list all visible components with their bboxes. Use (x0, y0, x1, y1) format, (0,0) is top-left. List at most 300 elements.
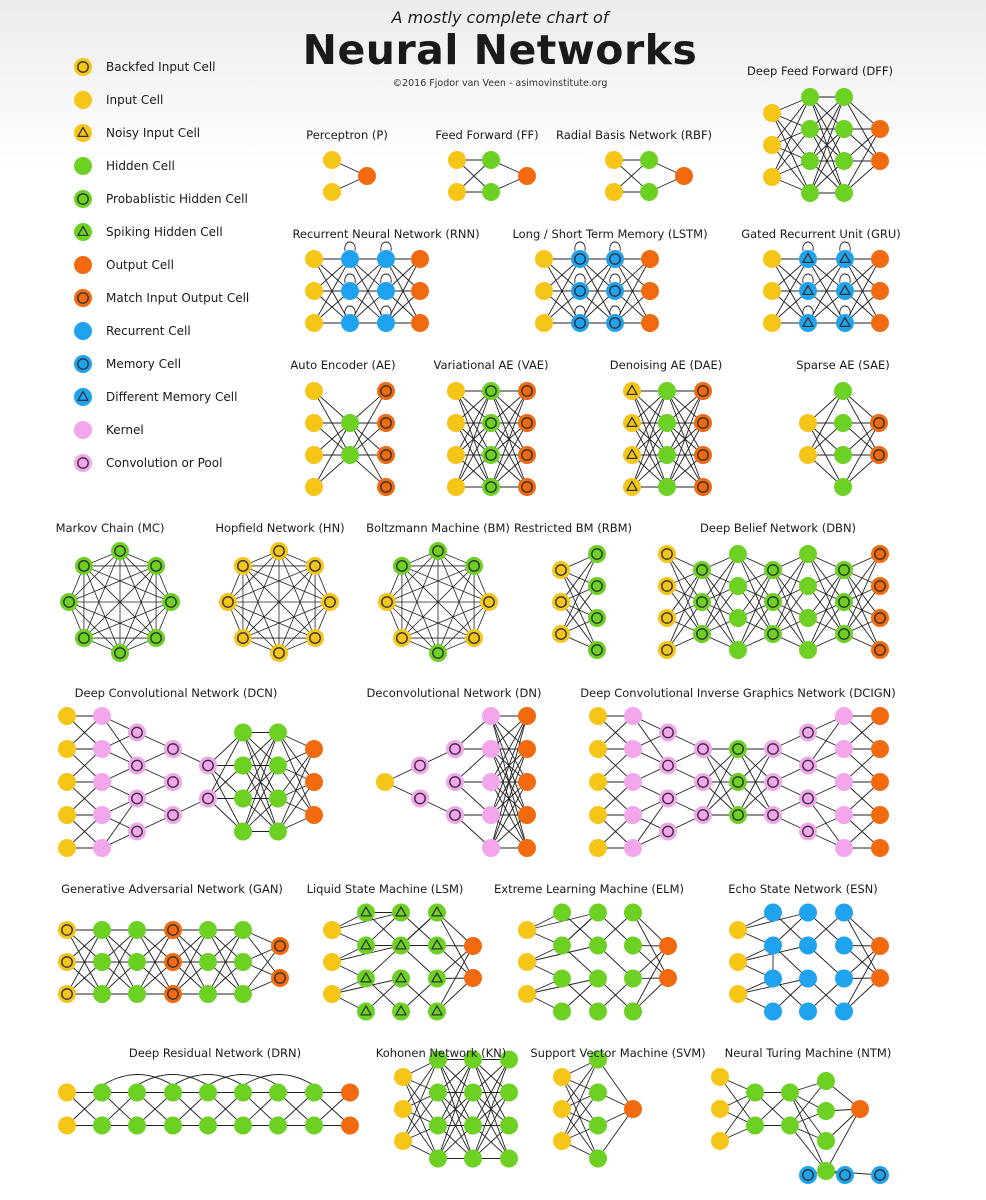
kernel-cell (93, 806, 111, 824)
match-input-output-cell (871, 545, 889, 563)
legend-label: Match Input Output Cell (106, 290, 250, 305)
esn-network (729, 904, 889, 1021)
input-cell (323, 183, 341, 201)
hidden-cell (234, 953, 252, 971)
hidden-cell (817, 1162, 835, 1180)
hidden-cell (464, 1117, 482, 1135)
probabilistic-hidden-cell (482, 478, 500, 496)
legend-label: Probablistic Hidden Cell (106, 191, 248, 206)
match-input-output-cell (377, 446, 395, 464)
lstm-connections (544, 242, 650, 323)
hidden-cell (341, 414, 359, 432)
kn-network (394, 1051, 518, 1168)
hidden-cell (817, 1132, 835, 1150)
input-cell (553, 1068, 571, 1086)
input-cell (799, 446, 817, 464)
input-cell (305, 382, 323, 400)
network-title-p: Perceptron (P) (306, 128, 388, 142)
backfed-input-cell (552, 561, 570, 579)
output-cell (675, 167, 693, 185)
copyright-note: ©2016 Fjodor van Veen - asimovinstitute.org (392, 78, 608, 89)
network-title-dcn: Deep Convolutional Network (DCN) (74, 686, 278, 700)
vae-connections (456, 391, 527, 487)
input-cell (589, 707, 607, 725)
network-title-mc: Markov Chain (MC) (55, 521, 165, 535)
convolution-pool-cell (164, 806, 182, 824)
spiking-hidden-cell (428, 937, 446, 955)
hidden-cell (835, 88, 853, 106)
network-title-dcign: Deep Convolutional Inverse Graphics Network (DCIGN) (580, 686, 896, 700)
convolution-pool-cell (128, 790, 146, 808)
hidden-cell (93, 921, 111, 939)
different-memory-cell (836, 282, 854, 300)
match-input-output-cell (694, 414, 712, 432)
output-cell (871, 839, 889, 857)
hidden-cell (128, 953, 146, 971)
hidden-cell (589, 1084, 607, 1102)
hidden-cell (164, 1117, 182, 1135)
convolution-pool-cell (694, 773, 712, 791)
different-memory-cell (836, 314, 854, 332)
hidden-cell (464, 1150, 482, 1168)
ff-network (448, 151, 536, 201)
backfed-input-cell (658, 641, 676, 659)
noisy-input-cell (623, 382, 641, 400)
hidden-cell (199, 985, 217, 1003)
probabilistic-hidden-cell (764, 625, 782, 643)
rbm-network (552, 545, 606, 659)
convolution-pool-cell (199, 757, 217, 775)
convolution-pool-cell (446, 806, 464, 824)
recurrent-cell (835, 904, 853, 922)
hidden-cell (834, 382, 852, 400)
output-cell (341, 1084, 359, 1102)
input-cell (394, 1100, 412, 1118)
input-cell (58, 740, 76, 758)
convolution-pool-cell (694, 740, 712, 758)
probabilistic-hidden-cell (764, 593, 782, 611)
noisy-input-cell (623, 478, 641, 496)
hidden-cell (234, 823, 252, 841)
spiking-hidden-cell (357, 937, 375, 955)
output-cell (871, 937, 889, 955)
hidden-cell (589, 1117, 607, 1135)
kernel-cell (624, 707, 642, 725)
lsm-network (323, 904, 482, 1021)
hidden-cell (128, 1117, 146, 1135)
bm-network (378, 542, 498, 662)
recurrent-cell (341, 250, 359, 268)
input-cell (763, 168, 781, 186)
chart-subtitle: A mostly complete chart of (391, 8, 609, 27)
recurrent-cell (799, 904, 817, 922)
hidden-cell (199, 953, 217, 971)
network-title-gru: Gated Recurrent Unit (GRU) (741, 227, 901, 241)
ae-network (305, 382, 395, 496)
input-cell (305, 314, 323, 332)
hidden-cell (799, 641, 817, 659)
legend-label: Backfed Input Cell (106, 59, 216, 74)
recurrent-cell (764, 1003, 782, 1021)
input-cell (447, 478, 465, 496)
probabilistic-hidden-cell (588, 609, 606, 627)
memory-cell (799, 1166, 817, 1184)
hidden-cell (482, 183, 500, 201)
input-cell (589, 773, 607, 791)
output-cell (518, 773, 536, 791)
kernel-cell (93, 740, 111, 758)
input-cell (605, 183, 623, 201)
match-input-output-cell (871, 641, 889, 659)
output-cell (411, 282, 429, 300)
hidden-cell (234, 790, 252, 808)
input-cell (58, 806, 76, 824)
p-network (323, 151, 376, 201)
convolution-pool-cell (764, 773, 782, 791)
probabilistic-hidden-cell (147, 557, 165, 575)
input-cell (305, 250, 323, 268)
kernel-cell (93, 707, 111, 725)
backfed-input-cell (480, 593, 498, 611)
output-cell (871, 740, 889, 758)
hidden-cell (640, 183, 658, 201)
match-input-output-cell (164, 985, 182, 1003)
probabilistic-hidden-cell (75, 629, 93, 647)
backfed-input-cell (270, 644, 288, 662)
input-cell (589, 740, 607, 758)
spiking-hidden-cell (357, 1003, 375, 1021)
spiking-hidden-cell (392, 937, 410, 955)
probabilistic-hidden-cell (393, 557, 411, 575)
hidden-cell (658, 382, 676, 400)
input-cell (605, 151, 623, 169)
network-title-lsm: Liquid State Machine (LSM) (306, 882, 464, 896)
backfed-input-cell (378, 593, 396, 611)
input-cell (323, 985, 341, 1003)
probabilistic-hidden-cell (764, 561, 782, 579)
probabilistic-hidden-cell (482, 446, 500, 464)
output-cell (341, 1117, 359, 1135)
match-input-output-cell (377, 382, 395, 400)
hidden-cell (801, 120, 819, 138)
memory-cell (836, 1166, 854, 1184)
input-cell (447, 382, 465, 400)
kernel-cell (624, 839, 642, 857)
network-title-lstm: Long / Short Term Memory (LSTM) (512, 227, 708, 241)
hidden-cell (589, 1150, 607, 1168)
spiking-hidden-cell (428, 970, 446, 988)
hidden-cell (624, 937, 642, 955)
convolution-pool-cell (764, 806, 782, 824)
kernel-cell (93, 773, 111, 791)
kernel-cell (624, 773, 642, 791)
convolution-pool-cell (659, 757, 677, 775)
probabilistic-hidden-cell (835, 561, 853, 579)
probabilistic-hidden-cell (588, 577, 606, 595)
convolution-pool-cell (799, 757, 817, 775)
convolution-pool-cell (659, 823, 677, 841)
hidden-cell (128, 921, 146, 939)
network-title-bm: Boltzmann Machine (BM) (366, 521, 510, 535)
hidden-cell (234, 1084, 252, 1102)
noisy-input-cell (623, 414, 641, 432)
different-memory-cell (836, 250, 854, 268)
convolution-pool-cell (164, 773, 182, 791)
input-cell (553, 1132, 571, 1150)
network-title-sae: Sparse AE (SAE) (796, 358, 890, 372)
backfed-input-cell (658, 545, 676, 563)
output-cell (659, 937, 677, 955)
hidden-cell (429, 1150, 447, 1168)
input-cell (447, 414, 465, 432)
recurrent-cell (341, 282, 359, 300)
probabilistic-hidden-cell (693, 561, 711, 579)
recurrent-cell (377, 314, 395, 332)
probabilistic-hidden-cell (147, 629, 165, 647)
probabilistic-hidden-cell (482, 382, 500, 400)
legend-label: Noisy Input Cell (106, 125, 201, 140)
probabilistic-hidden-cell (729, 773, 747, 791)
input-cell (763, 136, 781, 154)
hidden-cell (464, 1084, 482, 1102)
lstm-network (535, 242, 659, 332)
backfed-input-cell (306, 557, 324, 575)
input-cell (763, 104, 781, 122)
input-cell (729, 985, 747, 1003)
spiking-hidden-cell (392, 1003, 410, 1021)
hidden-cell (746, 1117, 764, 1135)
recurrent-cell (835, 937, 853, 955)
input-cell (58, 839, 76, 857)
spiking-hidden-cell (392, 904, 410, 922)
recurrent-cell (764, 904, 782, 922)
input-cell (448, 183, 466, 201)
hidden-cell (128, 1084, 146, 1102)
output-cell (518, 839, 536, 857)
kernel-cell (835, 839, 853, 857)
input-cell (58, 773, 76, 791)
hidden-cell (482, 151, 500, 169)
hidden-cell (269, 1084, 287, 1102)
match-input-output-cell (694, 382, 712, 400)
backfed-input-cell (321, 593, 339, 611)
kernel-cell (624, 806, 642, 824)
input-cell (763, 282, 781, 300)
probabilistic-hidden-cell (482, 414, 500, 432)
match-input-output-cell (518, 446, 536, 464)
output-cell (871, 152, 889, 170)
hidden-cell (781, 1084, 799, 1102)
output-cell (518, 806, 536, 824)
hidden-cell (589, 904, 607, 922)
hidden-cell (589, 970, 607, 988)
probabilistic-hidden-cell (111, 644, 129, 662)
different-memory-cell (799, 250, 817, 268)
sae-connections (808, 391, 879, 487)
legend-label: Convolution or Pool (106, 455, 223, 470)
input-cell (763, 314, 781, 332)
hidden-cell (553, 904, 571, 922)
output-cell (464, 937, 482, 955)
gru-connections (772, 242, 880, 323)
kernel-cell (835, 773, 853, 791)
input-cell (518, 985, 536, 1003)
different-memory-cell (799, 282, 817, 300)
rbf-network (605, 151, 693, 201)
hidden-cell (93, 953, 111, 971)
spiking-hidden-cell (357, 904, 375, 922)
network-title-drn: Deep Residual Network (DRN) (128, 1046, 302, 1060)
probabilistic-hidden-cell (429, 542, 447, 560)
match-input-output-cell (871, 609, 889, 627)
input-cell (729, 953, 747, 971)
rnn-connections (314, 242, 420, 323)
input-cell (729, 921, 747, 939)
output-cell (518, 707, 536, 725)
match-input-output-cell (870, 414, 888, 432)
hidden-cell (658, 478, 676, 496)
dbn-network (658, 545, 889, 659)
probabilistic-hidden-cell (835, 625, 853, 643)
probabilistic-hidden-cell (729, 740, 747, 758)
input-cell (535, 250, 553, 268)
recurrent-cell (835, 1003, 853, 1021)
match-input-output-cell (164, 921, 182, 939)
output-cell (641, 250, 659, 268)
gru-network (763, 242, 889, 332)
probabilistic-hidden-cell (75, 557, 93, 575)
network-title-dbn: Deep Belief Network (DBN) (699, 521, 857, 535)
convolution-pool-cell (411, 790, 429, 808)
hidden-cell (305, 1084, 323, 1102)
hidden-cell (93, 1117, 111, 1135)
input-cell (518, 953, 536, 971)
ntm-network (711, 1068, 889, 1184)
hidden-cell (834, 414, 852, 432)
dff-connections (772, 97, 880, 193)
output-cell (411, 250, 429, 268)
output-cell (871, 707, 889, 725)
output-cell (871, 773, 889, 791)
convolution-pool-cell (128, 757, 146, 775)
kernel-cell (835, 707, 853, 725)
hidden-cell (500, 1084, 518, 1102)
kn-connections (403, 1060, 509, 1159)
input-cell (535, 314, 553, 332)
output-cell (871, 282, 889, 300)
input-cell (323, 953, 341, 971)
input-cell (394, 1068, 412, 1086)
match-input-output-cell (164, 953, 182, 971)
convolution-pool-cell (764, 740, 782, 758)
hidden-cell (553, 1003, 571, 1021)
input-cell (394, 1132, 412, 1150)
input-cell (518, 921, 536, 939)
output-cell (305, 806, 323, 824)
rnn-network (305, 242, 429, 332)
hidden-cell (834, 446, 852, 464)
legend-label: Spiking Hidden Cell (106, 224, 223, 239)
input-cell (448, 151, 466, 169)
network-title-rnn: Recurrent Neural Network (RNN) (292, 227, 480, 241)
match-input-output-cell (518, 414, 536, 432)
backfed-input-cell (270, 542, 288, 560)
network-title-ae: Auto Encoder (AE) (290, 358, 396, 372)
hidden-cell (500, 1117, 518, 1135)
network-title-hn: Hopfield Network (HN) (215, 521, 345, 535)
hidden-cell (269, 724, 287, 742)
hidden-cell (269, 1117, 287, 1135)
hidden-cell (269, 823, 287, 841)
convolution-pool-cell (446, 773, 464, 791)
input-cell (305, 282, 323, 300)
match-input-output-cell (518, 382, 536, 400)
kernel-cell (482, 773, 500, 791)
legend-label: Kernel (106, 422, 144, 437)
kernel-cell (482, 707, 500, 725)
match-input-output-cell (694, 478, 712, 496)
output-cell (305, 740, 323, 758)
hidden-cell (589, 937, 607, 955)
hidden-cell (199, 921, 217, 939)
recurrent-cell (799, 937, 817, 955)
hidden-cell (801, 88, 819, 106)
hidden-cell (835, 152, 853, 170)
dae-network (623, 382, 712, 496)
hidden-cell (817, 1072, 835, 1090)
backfed-input-cell (552, 593, 570, 611)
gan-network (58, 921, 289, 1003)
backfed-input-cell (552, 625, 570, 643)
hidden-cell (234, 757, 252, 775)
output-cell (358, 167, 376, 185)
output-cell (518, 740, 536, 758)
kernel-cell (482, 740, 500, 758)
memory-cell (571, 282, 589, 300)
match-input-output-cell (694, 446, 712, 464)
hidden-cell (234, 724, 252, 742)
convolution-pool-cell (659, 724, 677, 742)
backfed-input-cell (58, 985, 76, 1003)
backfed-input-cell (234, 629, 252, 647)
hidden-cell (729, 641, 747, 659)
input-cell (58, 1084, 76, 1102)
backfed-input-cell (58, 953, 76, 971)
network-title-kn: Kohonen Network (KN) (375, 1046, 507, 1060)
input-cell (711, 1132, 729, 1150)
hidden-cell (801, 152, 819, 170)
match-input-output-cell (377, 414, 395, 432)
input-cell (799, 414, 817, 432)
network-title-rbf: Radial Basis Network (RBF) (555, 128, 713, 142)
svm-network (553, 1051, 642, 1168)
hidden-cell (269, 757, 287, 775)
memory-cell (606, 250, 624, 268)
hidden-cell (500, 1150, 518, 1168)
recurrent-cell (341, 314, 359, 332)
legend-label: Different Memory Cell (106, 389, 238, 404)
dff-network (763, 88, 889, 202)
output-cell (305, 773, 323, 791)
convolution-pool-cell (799, 790, 817, 808)
output-cell (871, 314, 889, 332)
convolution-pool-cell (799, 823, 817, 841)
memory-cell (571, 314, 589, 332)
network-title-gan: Generative Adversarial Network (GAN) (61, 882, 283, 896)
spiking-hidden-cell (428, 904, 446, 922)
probabilistic-hidden-cell (588, 641, 606, 659)
hidden-cell (305, 1117, 323, 1135)
